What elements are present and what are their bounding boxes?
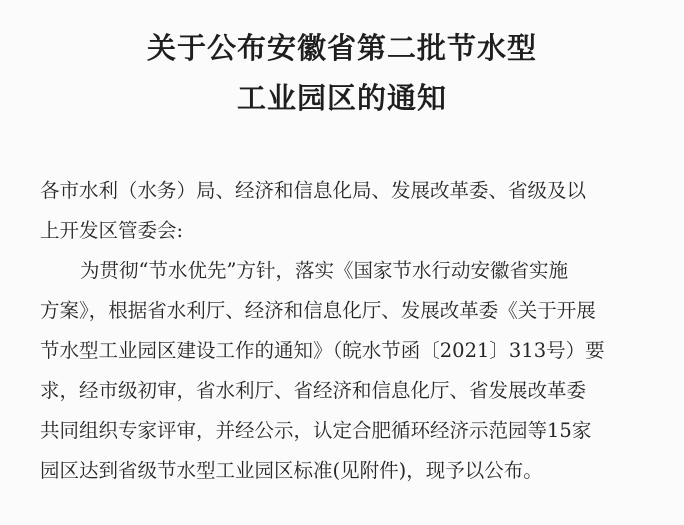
body-paragraph-line-5: 共同组织专家评审，并经公示，认定合肥循环经济示范园等15家 (40, 419, 592, 442)
body-paragraph-line-6: 园区达到省级节水型工业园区标准(见附件)，现予以公布。 (40, 459, 543, 482)
body-paragraph-line-2: 方案》，根据省水利厅、经济和信息化厅、发展改革委《关于开展 (40, 299, 596, 322)
body-paragraph-line-1: 为贯彻“节水优先”方针，落实《国家节水行动安徽省实施 (80, 259, 568, 282)
body-paragraph-line-4: 求，经市级初审，省水利厅、省经济和信息化厅、省发展改革委 (40, 379, 587, 402)
addressee-line-1: 各市水利（水务）局、经济和信息化局、发展改革委、省级及以 (40, 179, 587, 202)
document-title-line-1: 关于公布安徽省第二批节水型 (146, 31, 537, 65)
addressee-line-2: 上开发区管委会: (40, 219, 184, 242)
body-paragraph-line-3: 节水型工业园区建设工作的通知》（皖水节函〔2021〕313号）要 (40, 339, 605, 362)
document-title-line-2: 工业园区的通知 (236, 81, 447, 115)
